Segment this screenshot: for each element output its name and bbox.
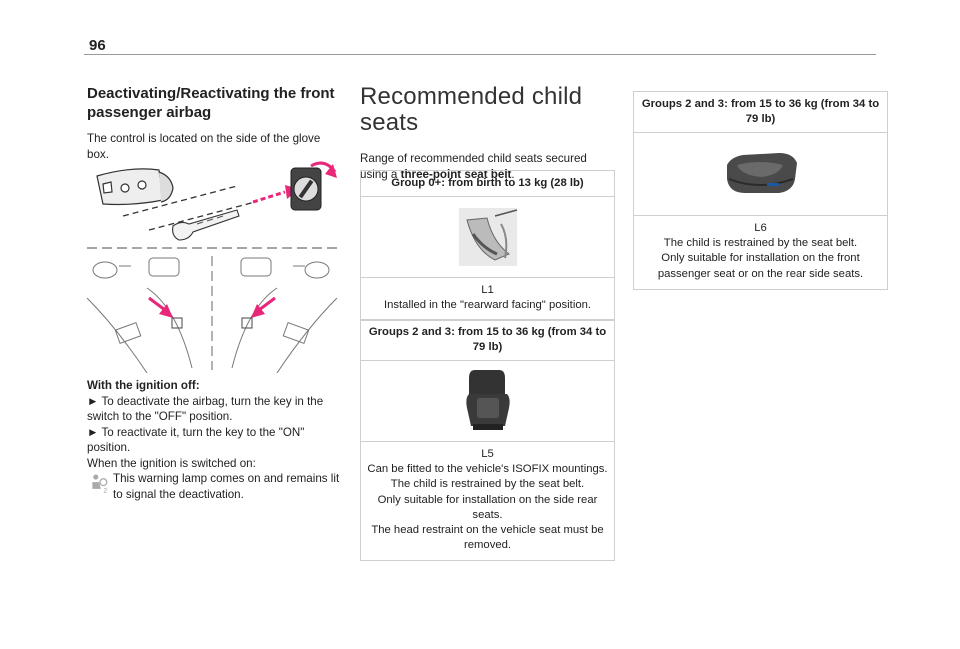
airbag-section: [87, 84, 343, 162]
seat-table-header: Group 0+: from birth to 13 kg (28 lb): [361, 171, 614, 197]
seat-table-header: Groups 2 and 3: from 15 to 36 kg (from 34 to 79 lb): [634, 92, 887, 133]
key-fob-icon: [97, 169, 173, 205]
rearward-seat-icon: [453, 204, 523, 270]
page-number: 96: [89, 37, 106, 54]
child-seats-title: Recommended child seats: [360, 83, 583, 136]
seat-desc-line: The child is restrained by the seat belt.: [390, 478, 585, 491]
seat-code: L1: [481, 284, 494, 296]
header-rule: [84, 54, 876, 55]
svg-text:2: 2: [103, 487, 108, 494]
ignition-on-label: When the ignition is switched on:: [87, 456, 256, 470]
deactivate-step: ► To deactivate the airbag, turn the key in the switch to the "OFF" position.: [87, 394, 324, 423]
reactivate-step: ► To reactivate it, turn the key to the "ON" position.: [87, 425, 305, 454]
ignition-off-label: With the ignition off:: [87, 379, 200, 392]
airbag-heading: Deactivating/Reactivating the front passenger airbag: [87, 85, 335, 121]
seat-table-l6: [633, 91, 888, 290]
seat-table-header: Groups 2 and 3: from 15 to 36 kg (from 34 to 79 lb): [361, 320, 614, 361]
airbag-switch-icon: [291, 168, 321, 210]
intro-prefix: Range of recommended child seats secured using a: [360, 152, 587, 181]
seat-image-cell: [361, 197, 614, 278]
seat-image-cell: [361, 361, 614, 442]
seat-description: [361, 442, 614, 560]
child-seats-section: [360, 84, 616, 182]
seat-desc-line: Can be fitted to the vehicle's ISOFIX mountings.: [367, 463, 608, 476]
airbag-key-switch-illustration: [87, 158, 337, 373]
seat-desc-line: Only suitable for installation on the side rear seats.: [377, 493, 598, 521]
seat-description: [361, 278, 614, 320]
warning-row: [87, 471, 347, 502]
seat-desc-line: The child is restrained by the seat belt.: [663, 237, 858, 250]
seat-table-l5: [360, 319, 615, 561]
seat-image-cell: [634, 133, 887, 216]
seat-code: L5: [481, 448, 494, 460]
high-back-booster-icon: [463, 368, 513, 434]
dashboard-icon: [87, 256, 337, 373]
seat-desc-line: Only suitable for installation on the front passenger seat or on the rear side seats.: [657, 252, 864, 280]
airbag-intro: The control is located on the side of the glove box.: [87, 132, 321, 161]
intro-bold: three-point seat belt: [400, 167, 512, 181]
seat-desc-line: The head restraint on the vehicle seat must be removed.: [371, 524, 604, 552]
intro-suffix: .: [511, 167, 515, 181]
seat-table-l1: [360, 167, 615, 321]
seat-desc-line: Installed in the "rearward facing" position.: [383, 299, 592, 312]
warning-lamp-text: This warning lamp comes on and remains lit to signal the deactivation.: [113, 472, 340, 501]
key-blade-icon: [173, 210, 239, 240]
airbag-instructions: [87, 378, 347, 502]
seat-description: [634, 216, 887, 289]
booster-cushion-icon: [721, 149, 801, 199]
seat-code: L6: [754, 222, 767, 234]
airbag-off-warning-icon: [87, 472, 113, 494]
